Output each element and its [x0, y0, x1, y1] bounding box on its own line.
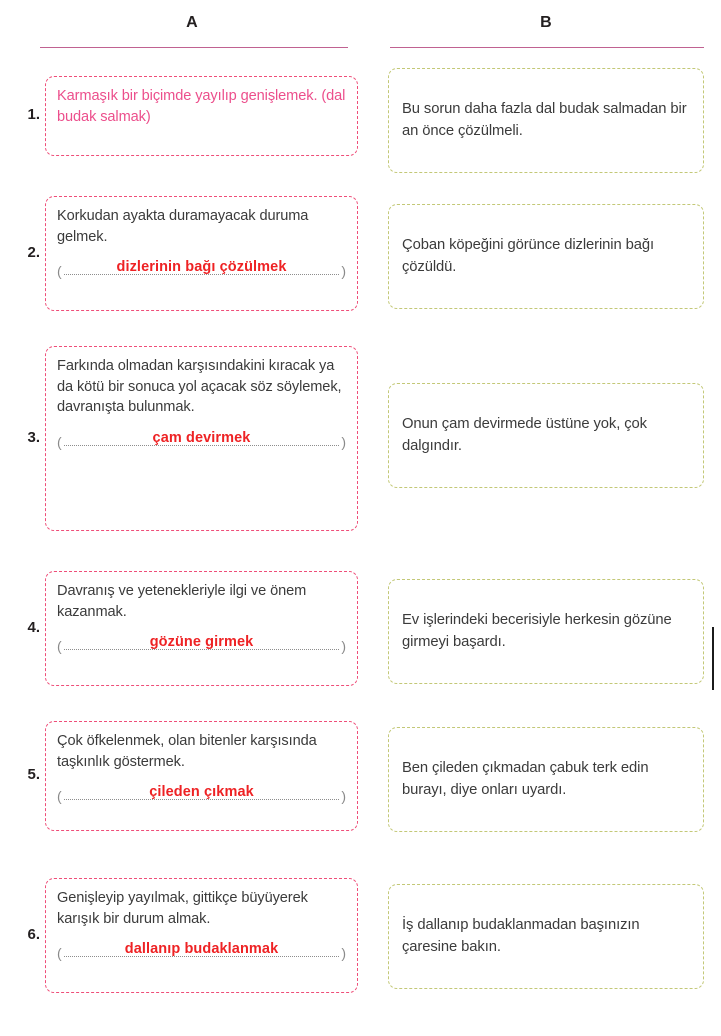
answer-blank[interactable] [57, 629, 346, 653]
paren-close: ) [341, 638, 346, 655]
sentence-text: Onun çam devirmede üstüne yok, çok dalgındır. [402, 416, 647, 454]
paren-open: ( [57, 263, 62, 280]
definition-text: Korkudan ayakta duramayacak duruma gelmek. [57, 208, 309, 245]
answer-blank[interactable] [57, 254, 346, 278]
answer-text: çileden çıkmak [149, 784, 254, 801]
answer-text: dizlerinin bağı çözülmek [116, 259, 287, 276]
answer-text: çam devirmek [152, 429, 251, 446]
paren-close: ) [341, 434, 346, 451]
sentence-text: Ben çileden çıkmadan çabuk terk edin burayı, diye onları uyardı. [402, 760, 649, 798]
paren-close: ) [341, 263, 346, 280]
definition-text: Genişleyip yayılmak, gittikçe büyüyerek karışık bir durum almak. [57, 890, 308, 927]
sentence-card[interactable] [388, 204, 704, 309]
column-header-a: A [186, 14, 198, 31]
row-number: 2. [27, 243, 40, 261]
definition-card[interactable] [45, 76, 358, 156]
definition-text: Farkında olmadan karşısındakini kıracak ya da kötü bir sonuca yol açacak söz söylemek, davranışta bulunmak. [57, 358, 342, 416]
definition-card[interactable] [45, 571, 358, 686]
answer-blank[interactable] [57, 779, 346, 803]
definition-card[interactable] [45, 878, 358, 993]
paren-open: ( [57, 788, 62, 805]
sentence-text: Ev işlerindeki becerisiyle herkesin gözüne girmeyi başardı. [402, 612, 672, 650]
sentence-card[interactable] [388, 579, 704, 684]
column-b-divider [390, 47, 704, 48]
definition-card[interactable] [45, 196, 358, 311]
column-a-divider [40, 47, 348, 48]
answer-text: gözüne girmek [149, 634, 254, 651]
sentence-text: Bu sorun daha fazla dal budak salmadan bir an önce çözülmeli. [402, 101, 687, 139]
column-header-b: B [540, 14, 552, 31]
row-number: 5. [27, 766, 40, 783]
paren-open: ( [57, 638, 62, 655]
sentence-card[interactable] [388, 383, 704, 488]
sentence-text: İş dallanıp budaklanmadan başınızın çaresine bakın. [402, 917, 640, 955]
row-number: 6. [27, 925, 40, 943]
sentence-text: Çoban köpeğini görünce dizlerinin bağı çözüldü. [402, 237, 655, 275]
answer-blank[interactable] [57, 936, 346, 960]
row-number: 3. [27, 428, 40, 446]
definition-text: Karmaşık bir biçimde yayılıp genişlemek. (dal budak salmak) [57, 88, 346, 125]
paren-open: ( [57, 945, 62, 962]
row-number: 1. [27, 106, 40, 123]
paren-close: ) [341, 945, 346, 962]
paren-open: ( [57, 434, 62, 451]
definition-card[interactable] [45, 721, 358, 831]
paren-close: ) [341, 788, 346, 805]
answer-text: dallanıp budaklanmak [124, 941, 279, 958]
row-number: 4. [27, 618, 40, 636]
column-headers [0, 0, 721, 56]
sentence-card[interactable] [388, 884, 704, 989]
definition-card[interactable] [45, 346, 358, 531]
definition-text: Davranış ve yetenekleriyle ilgi ve önem kazanmak. [57, 583, 307, 620]
matching-exercise-rows [0, 56, 721, 1036]
sentence-card[interactable] [388, 68, 704, 173]
definition-text: Çok öfkelenmek, olan bitenler karşısında taşkınlık göstermek. [57, 733, 317, 770]
sentence-card[interactable] [388, 727, 704, 832]
answer-blank[interactable] [57, 425, 346, 449]
